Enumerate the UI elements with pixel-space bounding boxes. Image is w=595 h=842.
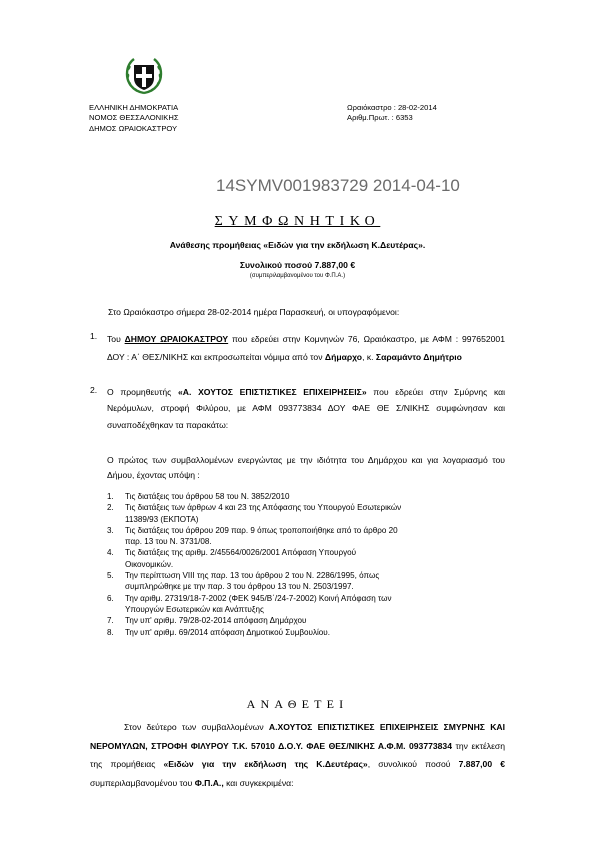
text-segment: Ο προμηθευτής xyxy=(107,387,179,397)
assigns-heading: ΑΝΑΘΕΤΕΙ xyxy=(246,697,349,711)
protocol-line: Αριθμ.Πρωτ. : 6353 xyxy=(347,113,413,123)
procurement-name: «Ειδών για την εκδήλωση της Κ.Δευτέρας» xyxy=(163,759,368,770)
list-number: 7. xyxy=(107,616,114,626)
list-item xyxy=(107,491,403,502)
municipality-name: ΔΗΜΟΥ ΩΡΑΙΟΚΑΣΤΡΟΥ xyxy=(124,334,229,344)
total-amount: Συνολικού ποσού 7.887,00 € xyxy=(239,260,356,270)
list-number: 2. xyxy=(107,503,114,513)
amount: 7.887,00 € xyxy=(458,759,505,770)
text-segment: και συγκεκριμένα: xyxy=(223,777,294,788)
text-segment: που εδρεύει στην Κομνηνών 76, Ωραιόκαστρο, με ΑΦΜ : 997652001 ΔΟΥ : Α΄ ΘΕΣ/ΝΙΚΗΣ και εκπροσωπείται νόμιμα από τον xyxy=(107,334,505,362)
document-title: ΣΥΜΦΩΝΗΤΙΚΟ xyxy=(214,214,381,229)
registry-code: 14SYMV001983729 2014-04-10 xyxy=(216,176,460,195)
list-item xyxy=(107,627,403,638)
list-number: 8. xyxy=(107,627,114,637)
issuer-block xyxy=(89,103,179,134)
party-number: 2. xyxy=(90,385,98,395)
representative-title: Δήμαρχο xyxy=(324,352,363,362)
text-segment: , συνολικού ποσού xyxy=(367,759,459,770)
date-protocol-block xyxy=(347,103,437,124)
text-segment: Του xyxy=(107,334,125,344)
list-item xyxy=(107,525,403,548)
list-number: 4. xyxy=(107,548,114,558)
list-text: Τις διατάξεις των άρθρων 4 και 23 της Απόφασης του Υπουργού Εσωτερικών 11389/93 (ΕΚΠΟΤΑ) xyxy=(125,503,402,524)
intro-paragraph: Στο Ωραιόκαστρο σήμερα 28-02-2014 ημέρα Παρασκευή, οι υπογραφόμενοι: xyxy=(108,307,400,317)
text-segment: που εδρεύει στην Σμύρνης και Νερόμυλων, στροφή Φιλύρου, με ΑΦΜ 093773834 ΔΟΥ ΦΑΕ ΘΕ Σ/ΝΙΚΗΣ συμφώνησαν και συναποδέχθηκαν τα παρακάτω: xyxy=(107,387,506,430)
list-text: Τις διατάξεις της αριθμ. 2/45564/0026/2001 Απόφαση Υπουργού Οικονομικών. xyxy=(125,548,357,569)
issuer-line: ΕΛΛΗΝΙΚΗ ΔΗΜΟΚΡΑΤΙΑ xyxy=(89,103,179,112)
list-number: 5. xyxy=(107,571,114,581)
list-item xyxy=(107,615,403,626)
text-segment: την εκτέλεση της προμήθειας xyxy=(90,740,506,770)
date-line: Ωραιόκαστρο : 28-02-2014 xyxy=(347,103,437,112)
list-text: Τις διατάξεις του άρθρου 209 παρ. 9 όπως τροποποιήθηκε από το άρθρο 20 παρ. 13 του Ν. 3731/08. xyxy=(125,525,398,547)
representative-name: Σαραμάντο Δημήτριο xyxy=(375,352,462,362)
vat-note: (συμπεριλαμβανομένου του Φ.Π.Α.) xyxy=(249,273,346,279)
issuer-line: ΝΟΜΟΣ ΘΕΣΣΑΛΟΝΙΚΗΣ xyxy=(89,113,179,123)
list-number: 1. xyxy=(107,492,114,501)
list-text: Την περίπτωση VIII της παρ. 13 του άρθρου 2 του Ν. 2286/1995, όπως συμπληρώθηκε με την παρ. 3 του άρθρου 13 του Ν. 2503/1997. xyxy=(125,571,380,592)
list-text: Τις διατάξεις του άρθρου 58 του Ν. 3852/2010 xyxy=(125,492,290,501)
list-number: 3. xyxy=(107,525,114,535)
greek-state-emblem-icon xyxy=(124,56,164,96)
document-subtitle: Ανάθεσης προμήθειας «Ειδών για την εκδήλωση Κ.Δευτέρας». xyxy=(169,240,426,250)
list-item xyxy=(107,593,403,616)
supplier-name: «Α. ΧΟΥΤΟΣ ΕΠΙΣΤΙΣΤΙΚΕΣ ΕΠΙΧΕΙΡΗΣΕΙΣ» xyxy=(178,387,367,397)
supplier-details: Α.ΧΟΥΤΟΣ ΕΠΙΣΤΙΣΤΙΚΕΣ ΕΠΙΧΕΙΡΗΣΕΙΣ ΣΜΥΡΝΗΣ ΚΑΙ ΝΕΡΟΜΥΛΩΝ, ΣΤΡΟΦΗ ΦΙΛΥΡΟΥ Τ.Κ. 57010 Δ.Ο.Υ. ΦΑΕ ΘΕΣ/ΝΙΚΗΣ Α.Φ.Μ. 093773834 xyxy=(90,722,505,751)
list-text: Την αριθμ. 27319/18-7-2002 (ΦΕΚ 945/Β΄/24-7-2002) Κοινή Απόφαση των Υπουργών Εσωτερικών και Ανάπτυξης xyxy=(125,593,392,614)
considerations-list xyxy=(107,491,403,638)
list-item xyxy=(107,502,403,525)
list-text: Την υπ' αριθμ. 79/28-02-2014 απόφαση Δημάρχου xyxy=(125,616,307,626)
text-segment: συμπεριλαμβανομένου του xyxy=(90,777,195,788)
party-2-paragraph xyxy=(107,384,505,433)
list-number: 6. xyxy=(107,593,114,603)
list-text: Την υπ' αριθμ. 69/2014 απόφαση Δημοτικού Συμβουλίου. xyxy=(125,627,330,637)
vat-label: Φ.Π.Α., xyxy=(194,777,224,788)
party-number: 1. xyxy=(90,331,98,341)
list-item xyxy=(107,547,403,570)
party-1-paragraph xyxy=(107,330,505,366)
assignment-paragraph xyxy=(90,718,505,792)
text-segment: , κ. xyxy=(362,352,376,362)
first-party-paragraph: Ο πρώτος των συμβαλλομένων ενεργώντας με την ιδιότητα του Δημάρχου και για λογαριασμό του Δήμου, έχοντας υπόψη : xyxy=(107,455,505,480)
text-segment: Στον δεύτερο των συμβαλλομένων xyxy=(124,722,269,732)
issuer-line: ΔΗΜΟΣ ΩΡΑΙΟΚΑΣΤΡΟΥ xyxy=(89,123,178,133)
list-item xyxy=(107,570,403,593)
